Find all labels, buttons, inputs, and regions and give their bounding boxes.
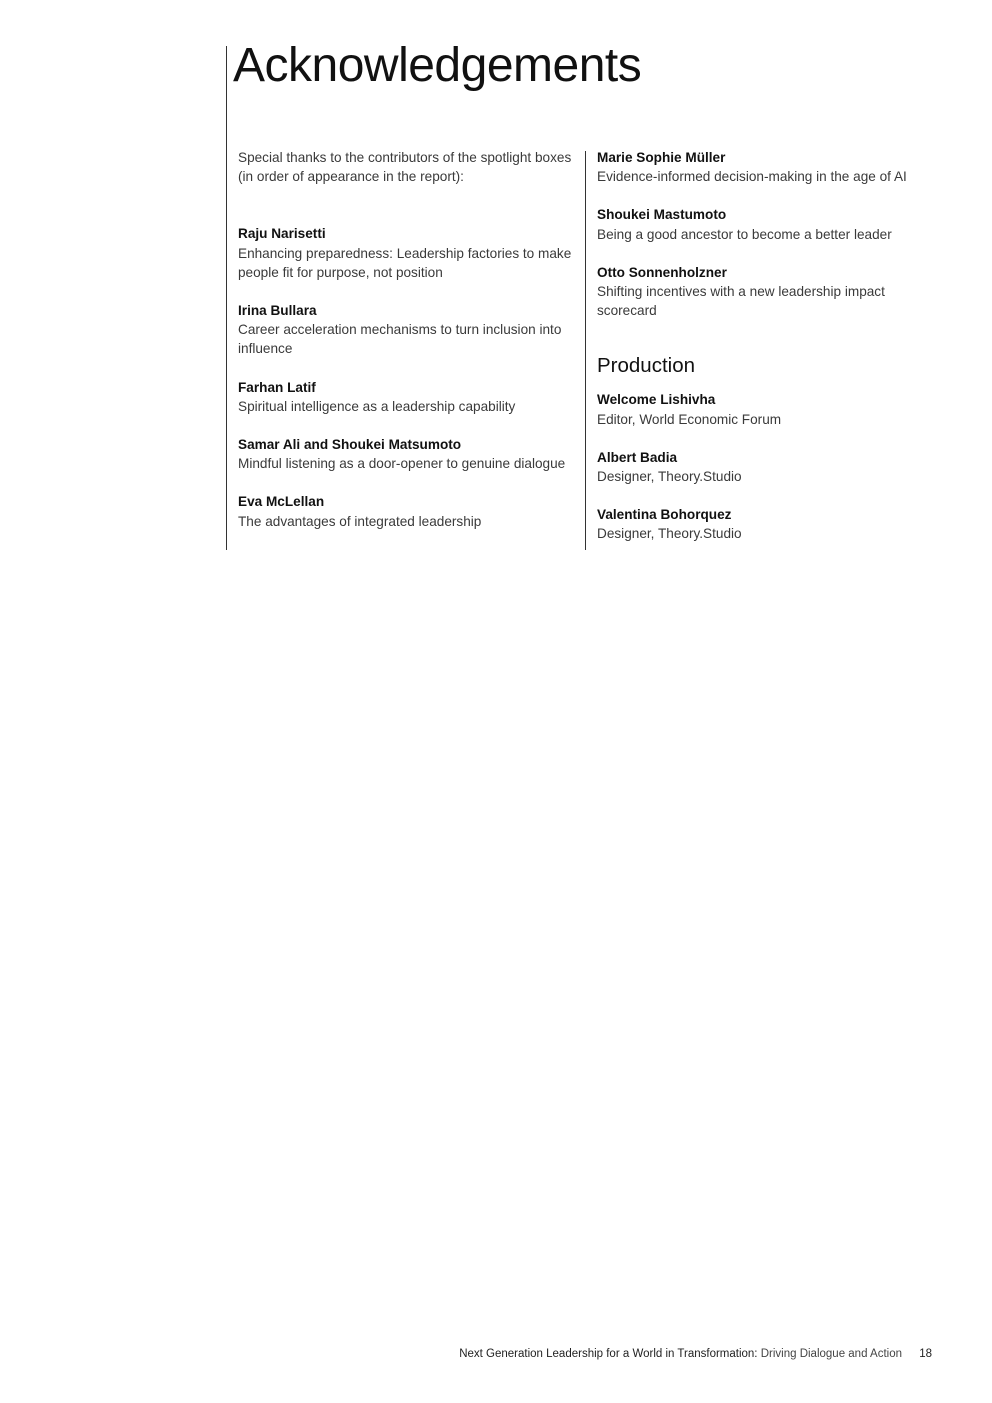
contributor-entry: [597, 263, 947, 321]
contributor-description: Mindful listening as a door-opener to genuine dialogue: [238, 456, 566, 472]
contributor-name: Irina Bullara: [238, 303, 317, 319]
contributor-name: Samar Ali and Shoukei Matsumoto: [238, 437, 462, 453]
left-column: [238, 148, 573, 531]
production-name: Albert Badia: [597, 449, 678, 465]
production-role: Editor, World Economic Forum: [597, 411, 782, 427]
page-number: 18: [919, 1348, 932, 1360]
production-role: Designer, Theory.Studio: [597, 469, 742, 485]
contributor-entry: [238, 378, 573, 416]
contributor-description: Evidence-informed decision-making in the age of AI: [597, 169, 907, 185]
contributor-entry: [238, 301, 573, 359]
column-vertical-rule: [585, 151, 586, 550]
contributor-description: Enhancing preparedness: Leadership factories to make people fit for purpose, not position: [238, 245, 572, 280]
contributor-entry: [597, 205, 947, 243]
contributor-entry: [238, 224, 573, 282]
right-column: [597, 148, 947, 544]
contributor-description: Being a good ancestor to become a better leader: [597, 226, 892, 242]
contributor-name: Eva McLellan: [238, 494, 325, 510]
footer-report-title: Next Generation Leadership for a World in Transformation:: [459, 1348, 758, 1360]
contributor-name: Marie Sophie Müller: [597, 150, 726, 165]
production-entry: [597, 390, 947, 428]
footer-report-subtitle: Driving Dialogue and Action: [760, 1348, 902, 1360]
production-name: Welcome Lishivha: [597, 392, 716, 408]
contributor-entry: [238, 435, 573, 473]
production-heading: Production: [597, 354, 696, 378]
title-vertical-rule: [226, 46, 227, 550]
contributor-description: Spiritual intelligence as a leadership capability: [238, 398, 516, 414]
contributor-name: Raju Narisetti: [238, 226, 326, 242]
production-entry: [597, 505, 947, 543]
page-footer: [459, 1346, 932, 1362]
contributor-description: The advantages of integrated leadership: [238, 513, 482, 529]
contributor-description: Shifting incentives with a new leadership impact scorecard: [597, 284, 885, 319]
contributor-name: Shoukei Mastumoto: [597, 207, 727, 223]
contributor-name: Farhan Latif: [238, 379, 316, 395]
contributor-name: Otto Sonnenholzner: [597, 264, 727, 280]
production-name: Valentina Bohorquez: [597, 507, 732, 523]
production-role: Designer, Theory.Studio: [597, 526, 742, 542]
production-entry: [597, 448, 947, 486]
contributor-entry: [597, 148, 947, 186]
page-title: Acknowledgements: [233, 39, 642, 92]
contributor-entry: [238, 492, 573, 530]
contributor-description: Career acceleration mechanisms to turn inclusion into influence: [238, 322, 562, 357]
intro-text: Special thanks to the contributors of the spotlight boxes (in order of appearance in the report):: [238, 150, 572, 185]
